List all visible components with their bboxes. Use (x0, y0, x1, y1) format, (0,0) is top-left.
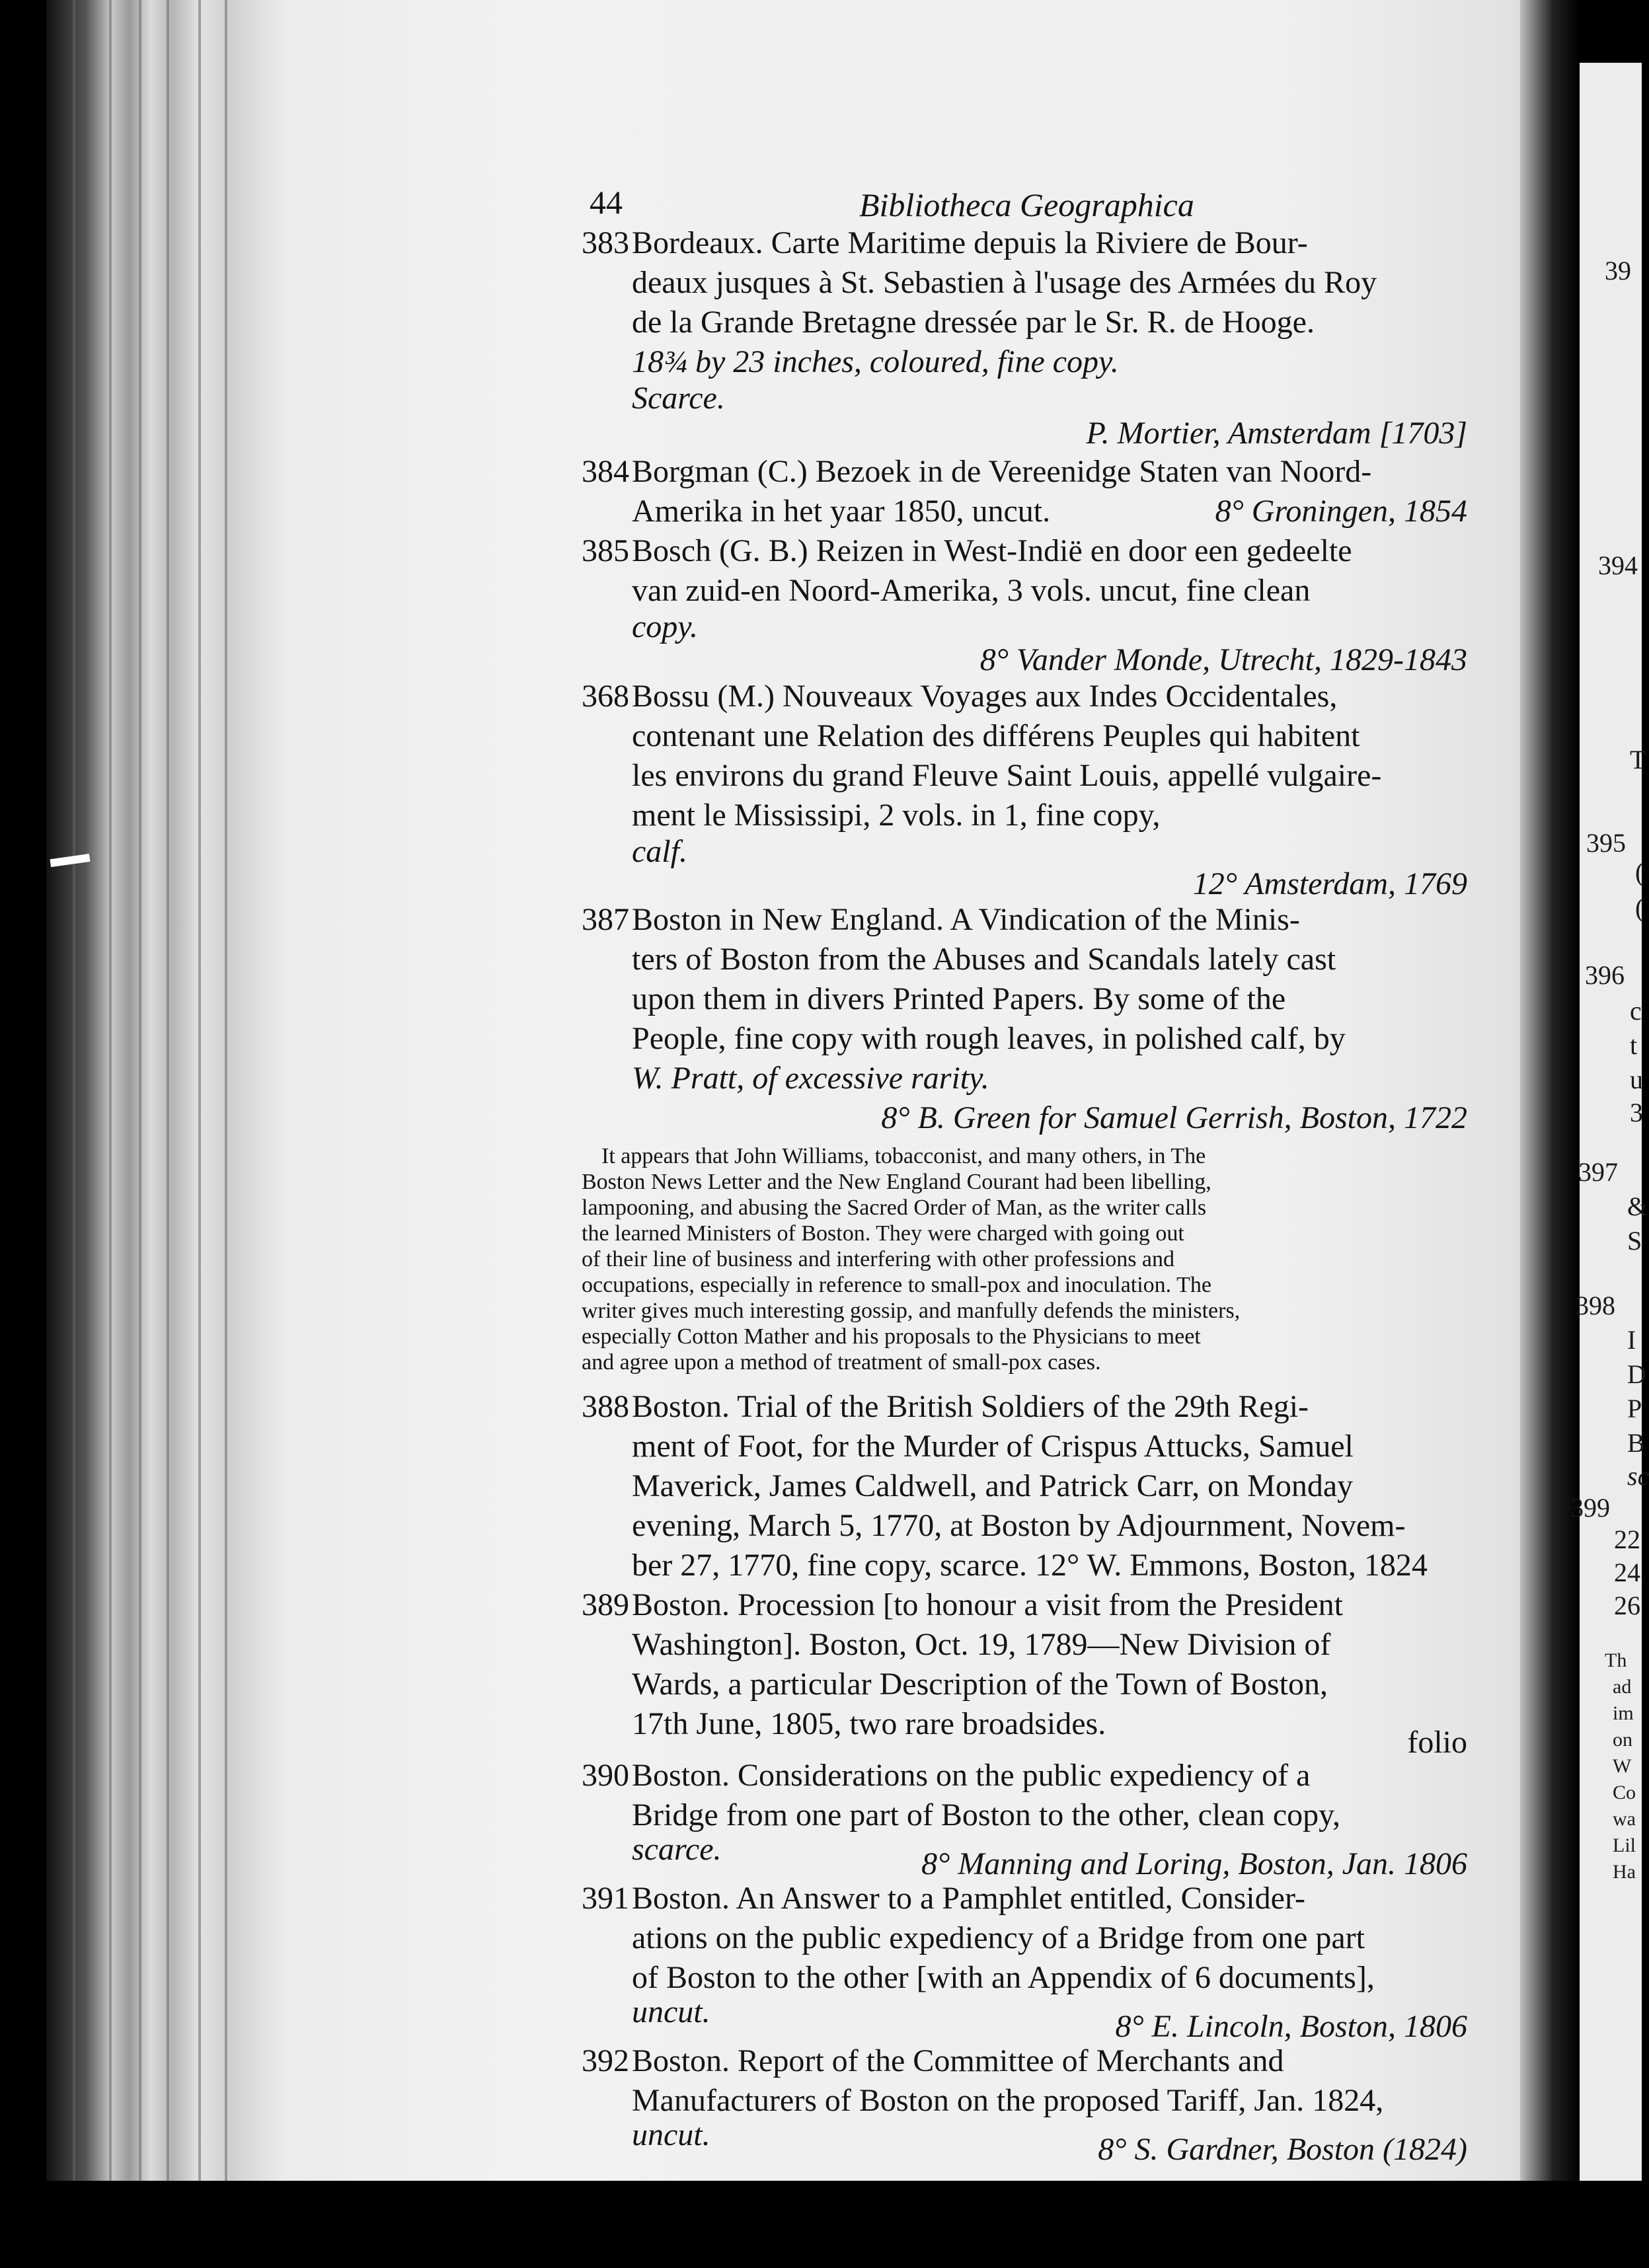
entry-line: de la Grande Bretagne dressée par le Sr. R. de Hooge. (632, 305, 1315, 340)
facing-fragment: I (1627, 1325, 1636, 1355)
scan-border (0, 2181, 1642, 2268)
catalogue-entry (582, 1756, 1467, 1879)
entry-number: 389 (582, 1587, 629, 1622)
catalogue-entry (582, 452, 1467, 531)
entry-line: Boston. An Answer to a Pamphlet entitled, Consider- (632, 1881, 1305, 1916)
entry-line: van zuid-en Noord-Amerika, 3 vols. uncut, fine clean (632, 573, 1311, 608)
facing-fragment: c (1630, 996, 1642, 1026)
entry-line: Borgman (C.) Bezoek in de Vereenidge Staten van Noord- (632, 454, 1372, 489)
facing-fragment: 22 (1614, 1525, 1640, 1554)
facing-fragment: 399 (1570, 1493, 1610, 1523)
entry-imprint: 8° E. Lincoln, Boston, 1806 (1115, 2009, 1467, 2044)
note-line: of their line of business and interfering with other professions and (582, 1247, 1175, 1271)
entry-line: Manufacturers of Boston on the proposed Tariff, Jan. 1824, (632, 2083, 1384, 2118)
page-number: 44 (590, 184, 623, 221)
entry-number: 391 (582, 1881, 629, 1916)
entry-line: 18¾ by 23 inches, coloured, fine copy. (632, 344, 1119, 379)
facing-fragment: B (1627, 1428, 1645, 1458)
facing-fragment: sc (1627, 1461, 1649, 1491)
facing-fragment: 396 (1585, 960, 1625, 990)
entry-line: les environs du grand Fleuve Saint Louis, appellé vulgaire- (632, 758, 1382, 793)
facing-fragment: u (1630, 1065, 1643, 1094)
entry-number: 390 (582, 1758, 629, 1793)
catalogue-entry (582, 677, 1467, 900)
catalogue-entries (582, 223, 1467, 2167)
entry-line: Boston in New England. A Vindication of the Minis- (632, 902, 1300, 937)
entry-imprint: 8° Vander Monde, Utrecht, 1829-1843 (979, 642, 1467, 677)
entry-line: uncut. (632, 1994, 710, 2029)
entry-line: of Boston to the other [with an Appendix of 6 documents], (632, 1960, 1375, 1995)
catalogue-entry (582, 900, 1467, 1375)
facing-fragment: Th (1605, 1649, 1627, 1671)
catalogue-entry (582, 531, 1467, 677)
note-line: the learned Ministers of Boston. They were charged with going out (582, 1221, 1184, 1246)
entry-line: Amerika in het yaar 1850, uncut. (632, 494, 1051, 529)
catalogue-entry (582, 1387, 1467, 1585)
entry-line: calf. (632, 834, 687, 869)
entry-number: 392 (582, 2043, 629, 2078)
entry-imprint: 8° Manning and Loring, Boston, Jan. 1806 (921, 1846, 1467, 1881)
entry-line: Bordeaux. Carte Maritime depuis la Riviere de Bour- (632, 225, 1308, 260)
entry-imprint: 12° Amsterdam, 1769 (1192, 866, 1467, 901)
entry-line: Bossu (M.) Nouveaux Voyages aux Indes Occidentales, (632, 679, 1338, 714)
entry-number: 383 (582, 225, 629, 260)
entry-number: 368 (582, 679, 629, 714)
entry-note (582, 1138, 1467, 1375)
entry-line: Boston. Trial of the British Soldiers of the 29th Regi- (632, 1389, 1309, 1424)
entry-line: Boston. Considerations on the public expediency of a (632, 1758, 1311, 1793)
running-title: Bibliotheca Geographica (859, 186, 1194, 223)
entry-imprint: folio (1407, 1725, 1467, 1760)
entry-line: Maverick, James Caldwell, and Patrick Carr, on Monday (632, 1468, 1354, 1503)
entry-line: Washington]. Boston, Oct. 19, 1789—New Division of (632, 1627, 1331, 1662)
entry-line: ber 27, 1770, fine copy, scarce. 12° W. Emmons, Boston, 1824 (632, 1548, 1428, 1583)
catalogue-entry (582, 2041, 1467, 2167)
facing-fragment: wa (1613, 1808, 1636, 1830)
facing-fragment: W (1613, 1755, 1632, 1777)
entry-line: Bosch (G. B.) Reizen in West-Indië en door een gedeelte (632, 533, 1352, 568)
entry-line: uncut. (632, 2117, 710, 2152)
entry-line: Bridge from one part of Boston to the other, clean copy, (632, 1797, 1341, 1833)
entry-imprint: 8° B. Green for Samuel Gerrish, Boston, 1722 (881, 1100, 1467, 1135)
facing-fragment: 39 (1605, 256, 1631, 285)
catalogue-entry (582, 1585, 1467, 1760)
entry-line: People, fine copy with rough leaves, in polished calf, by (632, 1021, 1346, 1056)
entry-imprint: 8° Groningen, 1854 (1215, 494, 1467, 529)
entry-line: Boston. Procession [to honour a visit from the President (632, 1587, 1343, 1622)
facing-fragment: ( (1635, 893, 1644, 923)
entry-line: scarce. (632, 1832, 722, 1867)
facing-fragment: D (1627, 1359, 1646, 1389)
entry-line: evening, March 5, 1770, at Boston by Adjournment, Novem- (632, 1508, 1406, 1543)
entry-line: contenant une Relation des différens Peuples qui habitent (632, 718, 1360, 753)
entry-line: ment of Foot, for the Murder of Crispus Attucks, Samuel (632, 1429, 1354, 1464)
facing-page (1580, 63, 1642, 2244)
book-page-edges (46, 0, 264, 2220)
entry-line: W. Pratt, of excessive rarity. (632, 1061, 989, 1096)
entry-number: 385 (582, 533, 629, 568)
facing-fragment: 398 (1576, 1291, 1615, 1320)
facing-fragment: Lil (1613, 1834, 1636, 1856)
facing-fragment: P (1627, 1394, 1642, 1423)
entry-line: upon them in divers Printed Papers. By some of the (632, 981, 1286, 1016)
entry-imprint: 8° S. Gardner, Boston (1824) (1098, 2132, 1467, 2167)
note-line: lampooning, and abusing the Sacred Order of Man, as the writer calls (582, 1195, 1207, 1220)
note-line: occupations, especially in reference to small-pox and inoculation. The (582, 1273, 1211, 1297)
facing-fragment: ad (1613, 1676, 1632, 1698)
note-line: writer gives much interesting gossip, and manfully defends the ministers, (582, 1299, 1241, 1323)
facing-fragment: im (1613, 1702, 1634, 1724)
entry-line: Wards, a particular Description of the Town of Boston, (632, 1667, 1328, 1702)
facing-fragment: S (1627, 1226, 1642, 1256)
facing-fragment: 395 (1586, 828, 1626, 858)
entry-number: 384 (582, 454, 629, 489)
entry-line: 17th June, 1805, two rare broadsides. (632, 1706, 1106, 1741)
book-gutter (1520, 0, 1580, 2268)
note-line: It appears that John Williams, tobacconist, and many others, in The (601, 1144, 1206, 1168)
entry-line: Scarce. (632, 381, 725, 416)
entry-line: ations on the public expediency of a Bridge from one part (632, 1920, 1365, 1955)
page-header (590, 182, 1449, 229)
entry-imprint: P. Mortier, Amsterdam [1703] (1086, 416, 1467, 451)
facing-fragment: 3 (1630, 1098, 1643, 1127)
note-line: especially Cotton Mather and his proposals to the Physicians to meet (582, 1324, 1201, 1349)
facing-fragment: 24 (1614, 1558, 1640, 1587)
entry-line: copy. (632, 609, 698, 644)
entry-line: deaux jusques à St. Sebastien à l'usage des Armées du Roy (632, 265, 1377, 300)
facing-fragment: Co (1613, 1782, 1636, 1803)
facing-fragment: 26 (1614, 1591, 1640, 1620)
catalogue-entry (582, 1879, 1467, 2044)
facing-fragment: on (1613, 1729, 1632, 1751)
entry-line: ment le Mississipi, 2 vols. in 1, fine copy, (632, 798, 1161, 833)
facing-fragment: 394 (1598, 550, 1638, 580)
entry-line: Boston. Report of the Committee of Merchants and (632, 2043, 1284, 2078)
entry-line: ters of Boston from the Abuses and Scandals lately cast (632, 942, 1336, 977)
entry-number: 387 (582, 902, 629, 937)
facing-fragment: T (1630, 745, 1646, 775)
entry-number: 388 (582, 1389, 629, 1424)
facing-fragment: Ha (1613, 1861, 1636, 1883)
facing-fragment: 397 (1578, 1157, 1618, 1187)
facing-fragment: t (1630, 1030, 1638, 1060)
note-line: and agree upon a method of treatment of small-pox cases. (582, 1350, 1101, 1375)
catalogue-entry (582, 223, 1467, 452)
note-line: Boston News Letter and the New England Courant had been libelling, (582, 1170, 1211, 1194)
facing-fragment: ( (1635, 857, 1644, 887)
facing-fragment: & (1627, 1191, 1648, 1221)
